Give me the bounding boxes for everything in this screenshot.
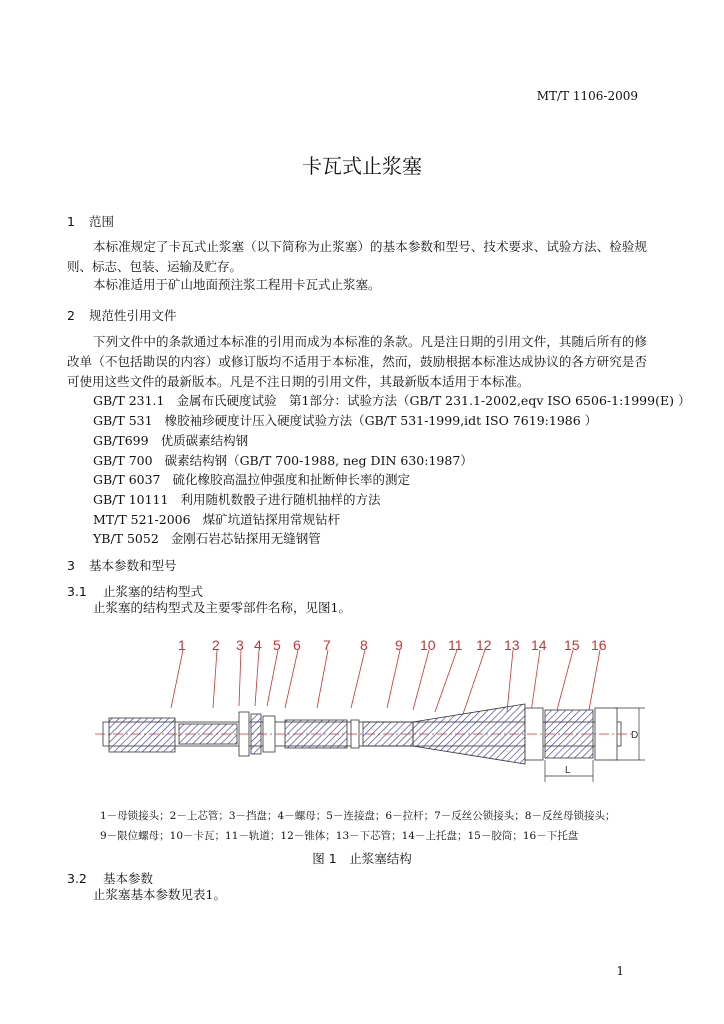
subsection-title: 止浆塞的结构型式 — [103, 584, 204, 599]
section-title: 基本参数和型号 — [89, 558, 177, 573]
callout-12: 12 — [476, 637, 492, 653]
section-3-heading — [67, 556, 177, 574]
callout-16: 16 — [591, 637, 607, 653]
section-title: 范围 — [89, 214, 115, 229]
plug-structure-drawing — [95, 636, 655, 786]
reference-code: GB/T 531 — [93, 413, 153, 428]
reference-title: 优质碳素结构钢 — [160, 433, 249, 448]
reference-title: 利用随机数骰子进行随机抽样的方法 — [180, 492, 381, 507]
callout-3: 3 — [236, 637, 244, 653]
reference-code: YB/T 5052 — [93, 531, 159, 546]
reference-code: GB/T 10111 — [93, 492, 169, 507]
reference-title: 金刚石岩芯钻探用无缝钢管 — [170, 531, 321, 546]
figure-legend-line-1: 1－母锁接头；2－上芯管；3－挡盘；4－螺母；5－连接盘；6－拉杆；7－反丝公锁接头；8－反丝母锁接头； — [100, 810, 616, 822]
section-2-heading — [67, 306, 177, 324]
dimension-d-label: D — [631, 730, 639, 741]
subsection-3-1-paragraph: 止浆塞的结构型式及主要零部件名称，见图1。 — [93, 600, 351, 615]
section-1-paragraph-1: 本标准规定了卡瓦式止浆塞（以下简称为止浆塞）的基本参数和型号、技术要求、试验方法、检验规则、标志、包装、运输及贮存。 — [67, 239, 647, 274]
page-number: 1 — [616, 964, 624, 978]
reference-item — [93, 411, 597, 429]
reference-code: GB/T 231.1 — [93, 393, 165, 408]
subsection-number: 3.1 — [67, 584, 87, 599]
reference-item — [93, 490, 380, 508]
section-number: 1 — [67, 214, 75, 229]
callout-4: 4 — [254, 637, 262, 653]
reference-title: 煤矿坑道钻探用常规钻杆 — [202, 512, 341, 527]
subsection-3-2-paragraph: 止浆塞基本参数见表1。 — [93, 887, 226, 902]
callout-numbers — [178, 637, 607, 653]
callout-11: 11 — [448, 637, 463, 653]
plug-body — [95, 704, 635, 764]
reference-item — [93, 510, 340, 528]
callout-14: 14 — [531, 637, 547, 653]
section-title: 规范性引用文件 — [89, 308, 177, 323]
document-title: 卡瓦式止浆塞 — [302, 154, 422, 178]
callout-10: 10 — [420, 637, 436, 653]
callout-1: 1 — [178, 637, 186, 653]
section-number: 2 — [67, 308, 75, 323]
reference-item — [93, 470, 410, 488]
callout-15: 15 — [564, 637, 580, 653]
subsection-title: 基本参数 — [103, 871, 154, 886]
section-number: 3 — [67, 558, 75, 573]
reference-item — [93, 451, 473, 469]
callout-6: 6 — [293, 637, 301, 653]
reference-title: 硫化橡胶高温拉伸强度和扯断伸长率的测定 — [172, 472, 411, 487]
callout-8: 8 — [360, 637, 368, 653]
callout-leaders — [171, 650, 600, 714]
section-2-paragraph: 下列文件中的条款通过本标准的引用而成为本标准的条款。凡是注日期的引用文件，其随后所有的修改单（不包括勘误的内容）或修订版均不适用于本标准，然而，鼓励根据本标准达成协议的各方研究是否可使用这些文件的最新版本。凡是不注日期的引用文件，其最新版本适用于本标准。 — [67, 334, 647, 389]
callout-9: 9 — [395, 637, 403, 653]
reference-item — [93, 391, 690, 409]
section-1-heading — [67, 212, 114, 230]
callout-13: 13 — [504, 637, 520, 653]
reference-code: GB/T699 — [93, 433, 149, 448]
reference-item — [93, 431, 248, 449]
reference-title: 碳素结构钢（GB/T 700-1988, neg DIN 630:1987） — [164, 453, 473, 468]
reference-code: MT/T 521-2006 — [93, 512, 191, 527]
reference-title: 橡胶袖珍硬度计压入硬度试验方法（GB/T 531-1999,idt ISO 7619:1986 ） — [164, 413, 598, 428]
callout-2: 2 — [212, 637, 220, 653]
figure-title: 图 1 止浆塞结构 — [312, 851, 412, 866]
reference-title: 金属布氏硬度试验 第1部分：试验方法（GB/T 231.1-2002,eqv ISO 6506-1:1999(E) ） — [176, 393, 691, 408]
callout-7: 7 — [323, 637, 331, 653]
subsection-number: 3.2 — [67, 871, 87, 886]
reference-code: GB/T 6037 — [93, 472, 161, 487]
reference-item — [93, 529, 321, 547]
section-1-paragraph-2: 本标准适用于矿山地面预注浆工程用卡瓦式止浆塞。 — [93, 277, 381, 292]
figure-legend-line-2: 9－限位螺母；10－卡瓦；11－轨道；12－锥体；13－下芯管；14－上托盘；15－胶筒；16－下托盘 — [100, 830, 579, 842]
callout-5: 5 — [273, 637, 281, 653]
standard-code: MT/T 1106-2009 — [536, 89, 638, 103]
dimension-l-label: L — [565, 765, 571, 776]
reference-code: GB/T 700 — [93, 453, 153, 468]
